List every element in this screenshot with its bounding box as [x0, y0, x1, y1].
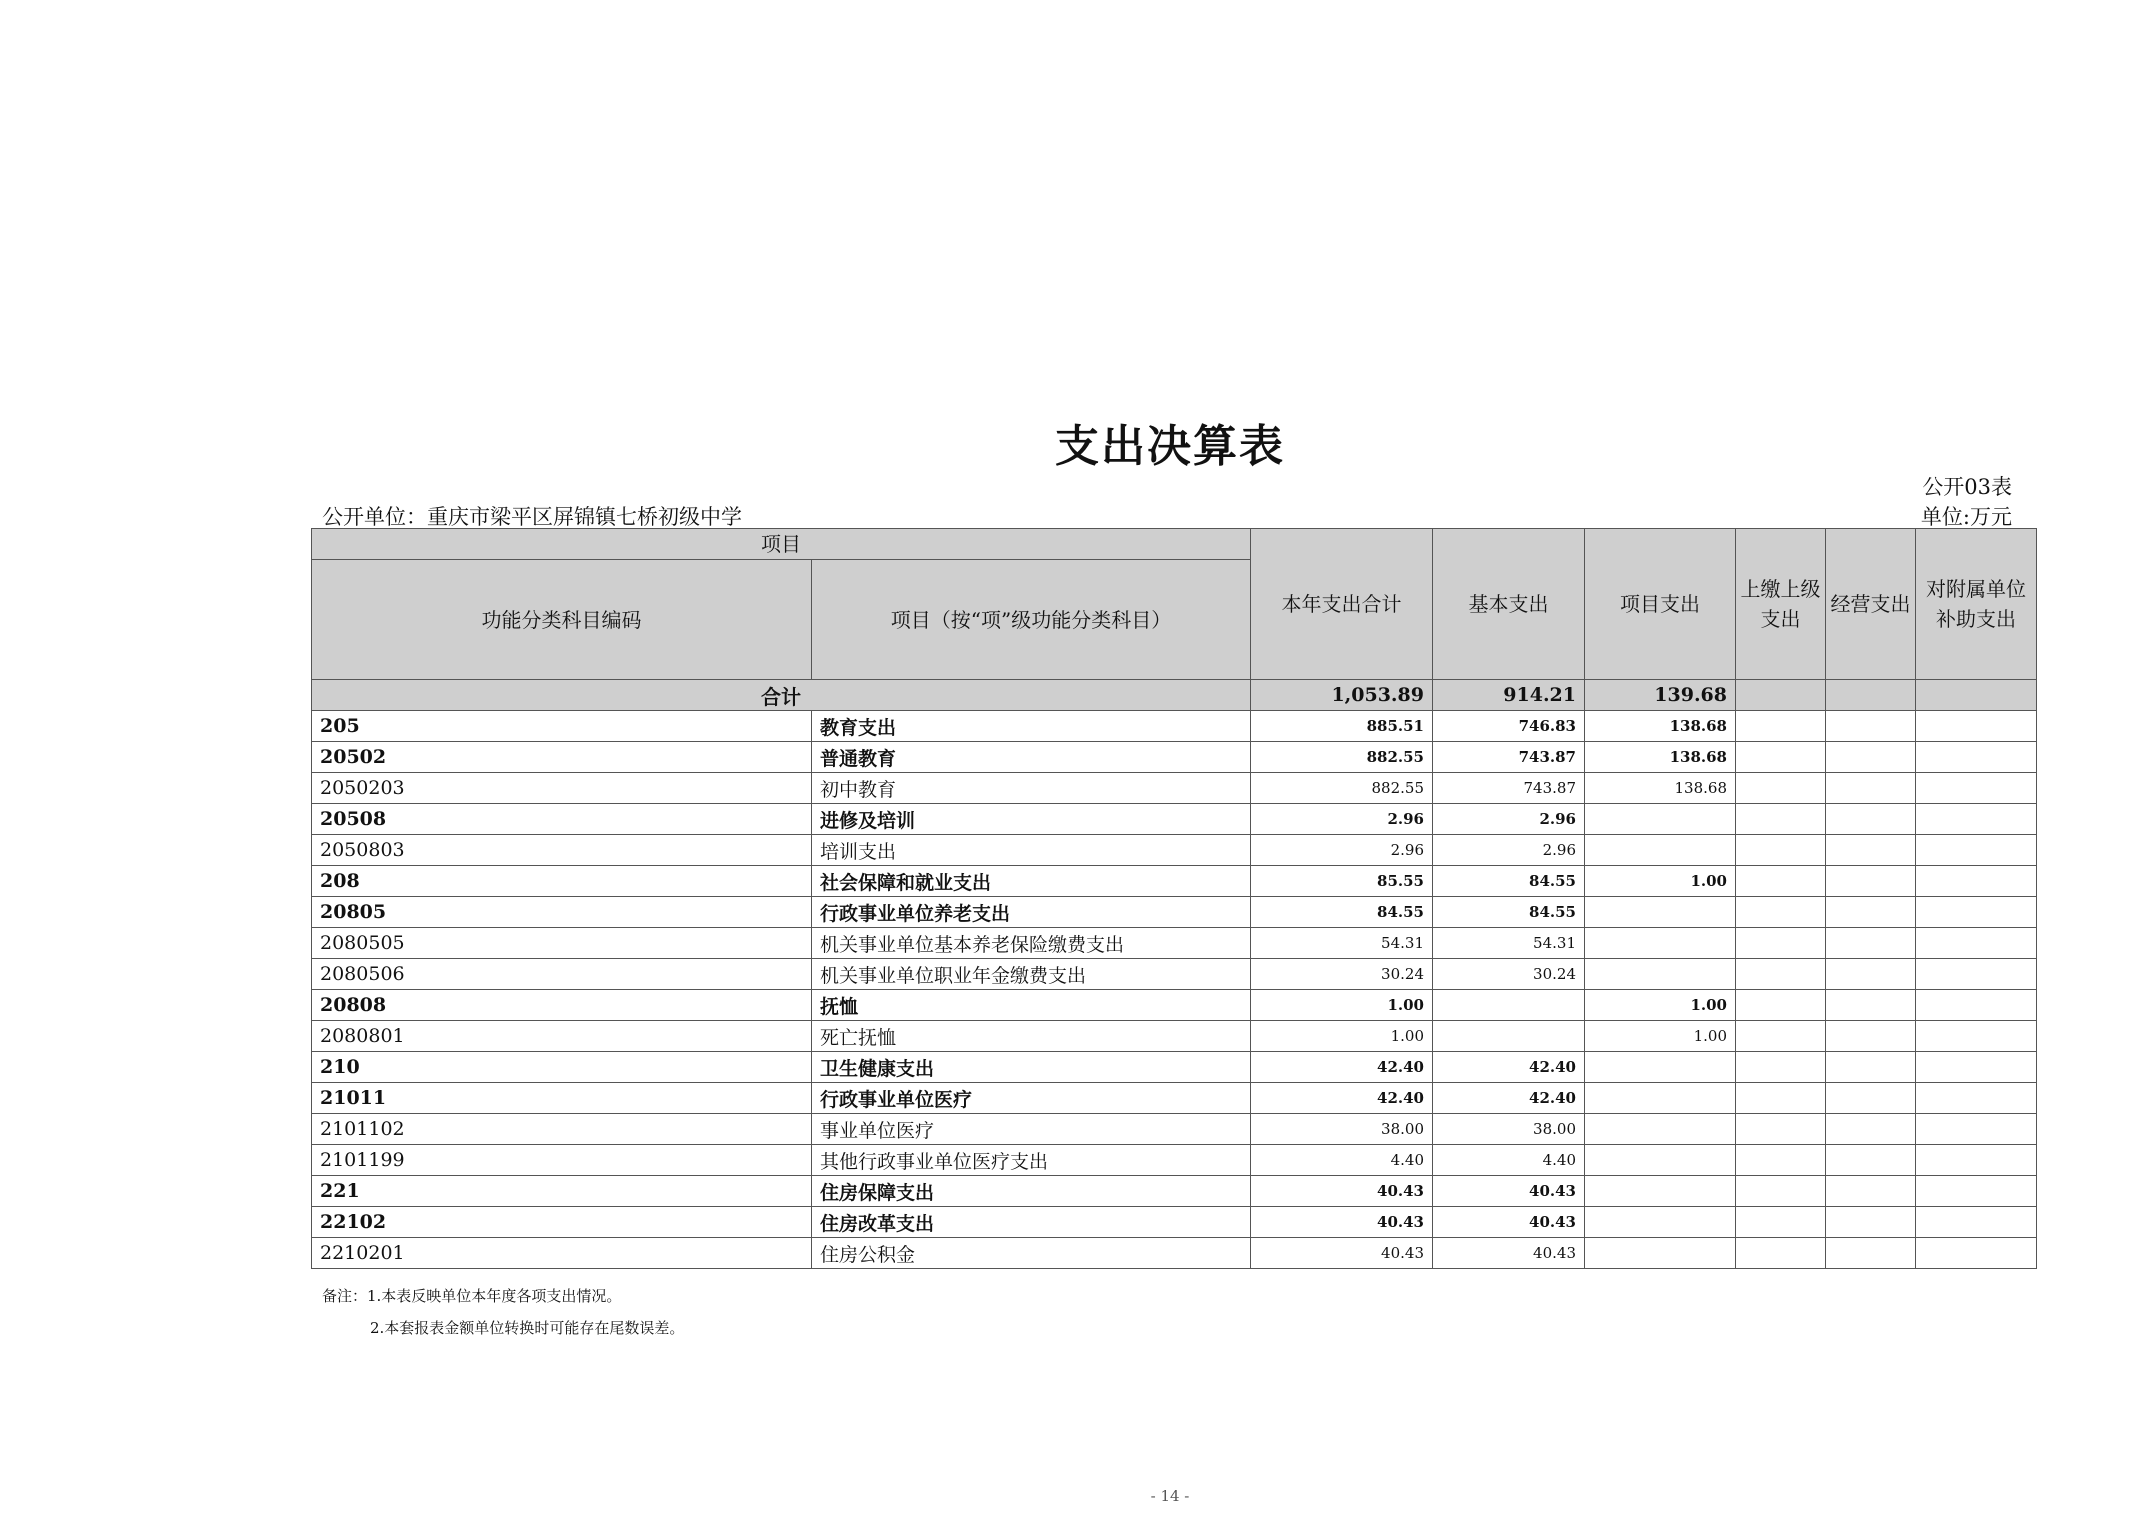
row-subsidy	[1916, 866, 2037, 897]
page-number: - 14 -	[1150, 1487, 1190, 1505]
row-business	[1826, 1238, 1916, 1269]
row-project	[1585, 959, 1736, 990]
row-upper	[1736, 773, 1826, 804]
row-subsidy	[1916, 773, 2037, 804]
row-total: 38.00	[1251, 1114, 1433, 1145]
row-total: 882.55	[1251, 742, 1433, 773]
row-subsidy	[1916, 742, 2037, 773]
row-code: 2101102	[312, 1114, 812, 1145]
row-business	[1826, 804, 1916, 835]
row-subsidy	[1916, 1176, 2037, 1207]
row-basic: 40.43	[1433, 1207, 1585, 1238]
row-name: 卫生健康支出	[812, 1052, 1251, 1083]
row-total: 1.00	[1251, 990, 1433, 1021]
row-code: 205	[312, 711, 812, 742]
row-code: 2101199	[312, 1145, 812, 1176]
summary-upper	[1736, 680, 1826, 711]
summary-basic: 914.21	[1433, 680, 1585, 711]
row-total: 4.40	[1251, 1145, 1433, 1176]
row-upper	[1736, 1238, 1826, 1269]
row-business	[1826, 959, 1916, 990]
summary-total: 1,053.89	[1251, 680, 1433, 711]
table-row	[312, 1207, 2037, 1238]
row-code: 2210201	[312, 1238, 812, 1269]
header-total: 本年支出合计	[1251, 529, 1433, 680]
table-row	[312, 742, 2037, 773]
row-project	[1585, 1052, 1736, 1083]
row-total: 42.40	[1251, 1052, 1433, 1083]
summary-row	[312, 680, 2037, 711]
row-business	[1826, 1207, 1916, 1238]
row-business	[1826, 711, 1916, 742]
row-business	[1826, 1176, 1916, 1207]
row-total: 40.43	[1251, 1176, 1433, 1207]
row-name: 住房公积金	[812, 1238, 1251, 1269]
row-basic: 2.96	[1433, 804, 1585, 835]
table-row	[312, 1083, 2037, 1114]
row-project: 1.00	[1585, 1021, 1736, 1052]
table-row	[312, 1238, 2037, 1269]
row-project	[1585, 1145, 1736, 1176]
row-project	[1585, 928, 1736, 959]
table-row	[312, 897, 2037, 928]
row-name: 抚恤	[812, 990, 1251, 1021]
notes	[322, 1280, 684, 1344]
row-basic	[1433, 1021, 1585, 1052]
table-row	[312, 804, 2037, 835]
row-project: 138.68	[1585, 742, 1736, 773]
row-project	[1585, 1114, 1736, 1145]
row-name: 事业单位医疗	[812, 1114, 1251, 1145]
table-row	[312, 711, 2037, 742]
table-row	[312, 990, 2037, 1021]
row-business	[1826, 1145, 1916, 1176]
row-upper	[1736, 897, 1826, 928]
header-project: 项目支出	[1585, 529, 1736, 680]
table-row	[312, 866, 2037, 897]
row-upper	[1736, 804, 1826, 835]
table-row	[312, 1114, 2037, 1145]
row-basic: 84.55	[1433, 897, 1585, 928]
row-code: 208	[312, 866, 812, 897]
row-basic: 743.87	[1433, 742, 1585, 773]
row-total: 1.00	[1251, 1021, 1433, 1052]
row-name: 住房保障支出	[812, 1176, 1251, 1207]
row-subsidy	[1916, 1114, 2037, 1145]
row-name: 行政事业单位养老支出	[812, 897, 1251, 928]
row-subsidy	[1916, 804, 2037, 835]
row-total: 84.55	[1251, 897, 1433, 928]
unit-label: 单位:万元	[1920, 505, 2012, 529]
row-name: 行政事业单位医疗	[812, 1083, 1251, 1114]
row-project	[1585, 1238, 1736, 1269]
row-name: 其他行政事业单位医疗支出	[812, 1145, 1251, 1176]
row-total: 85.55	[1251, 866, 1433, 897]
row-project	[1585, 1083, 1736, 1114]
row-name: 初中教育	[812, 773, 1251, 804]
table-row	[312, 928, 2037, 959]
row-project	[1585, 1207, 1736, 1238]
row-upper	[1736, 928, 1826, 959]
row-business	[1826, 1021, 1916, 1052]
header-basic: 基本支出	[1433, 529, 1585, 680]
row-total: 40.43	[1251, 1207, 1433, 1238]
row-project	[1585, 804, 1736, 835]
row-subsidy	[1916, 959, 2037, 990]
row-name: 死亡抚恤	[812, 1021, 1251, 1052]
row-subsidy	[1916, 990, 2037, 1021]
row-basic: 40.43	[1433, 1176, 1585, 1207]
row-subsidy	[1916, 835, 2037, 866]
row-subsidy	[1916, 1145, 2037, 1176]
row-name: 进修及培训	[812, 804, 1251, 835]
row-basic: 30.24	[1433, 959, 1585, 990]
row-upper	[1736, 835, 1826, 866]
header-code: 功能分类科目编码	[312, 560, 812, 680]
row-basic: 54.31	[1433, 928, 1585, 959]
row-upper	[1736, 1052, 1826, 1083]
row-code: 2080506	[312, 959, 812, 990]
row-code: 21011	[312, 1083, 812, 1114]
row-total: 54.31	[1251, 928, 1433, 959]
row-total: 42.40	[1251, 1083, 1433, 1114]
header-business: 经营支出	[1826, 529, 1916, 680]
page-title: 支出决算表	[1055, 421, 1285, 472]
row-total: 30.24	[1251, 959, 1433, 990]
row-name: 社会保障和就业支出	[812, 866, 1251, 897]
row-name: 机关事业单位基本养老保险缴费支出	[812, 928, 1251, 959]
row-project: 1.00	[1585, 866, 1736, 897]
header-name: 项目（按“项”级功能分类科目）	[812, 560, 1251, 680]
row-project: 138.68	[1585, 773, 1736, 804]
summary-project: 139.68	[1585, 680, 1736, 711]
row-upper	[1736, 742, 1826, 773]
row-code: 2050803	[312, 835, 812, 866]
row-code: 20502	[312, 742, 812, 773]
row-subsidy	[1916, 897, 2037, 928]
row-upper	[1736, 1114, 1826, 1145]
row-business	[1826, 866, 1916, 897]
table-row	[312, 1052, 2037, 1083]
row-upper	[1736, 1021, 1826, 1052]
row-subsidy	[1916, 1052, 2037, 1083]
row-basic: 746.83	[1433, 711, 1585, 742]
row-basic: 42.40	[1433, 1083, 1585, 1114]
row-business	[1826, 1083, 1916, 1114]
row-name: 普通教育	[812, 742, 1251, 773]
row-total: 40.43	[1251, 1238, 1433, 1269]
row-business	[1826, 928, 1916, 959]
row-basic: 40.43	[1433, 1238, 1585, 1269]
summary-business	[1826, 680, 1916, 711]
row-subsidy	[1916, 1083, 2037, 1114]
row-business	[1826, 897, 1916, 928]
row-code: 2050203	[312, 773, 812, 804]
table-row	[312, 835, 2037, 866]
row-name: 住房改革支出	[812, 1207, 1251, 1238]
row-subsidy	[1916, 1021, 2037, 1052]
row-upper	[1736, 711, 1826, 742]
row-basic	[1433, 990, 1585, 1021]
row-basic: 743.87	[1433, 773, 1585, 804]
row-upper	[1736, 1083, 1826, 1114]
row-code: 20805	[312, 897, 812, 928]
row-business	[1826, 742, 1916, 773]
summary-subsidy	[1916, 680, 2037, 711]
row-total: 2.96	[1251, 804, 1433, 835]
row-project: 138.68	[1585, 711, 1736, 742]
row-basic: 84.55	[1433, 866, 1585, 897]
row-subsidy	[1916, 711, 2037, 742]
row-business	[1826, 990, 1916, 1021]
expenditure-table	[311, 528, 2037, 1269]
row-name: 培训支出	[812, 835, 1251, 866]
table-row	[312, 773, 2037, 804]
row-code: 22102	[312, 1207, 812, 1238]
header-subsidy: 对附属单位补助支出	[1916, 529, 2037, 680]
row-project	[1585, 1176, 1736, 1207]
header-group: 项目	[312, 529, 1251, 560]
row-code: 20508	[312, 804, 812, 835]
row-code: 2080505	[312, 928, 812, 959]
note-1: 备注：1.本表反映单位本年度各项支出情况。	[322, 1287, 622, 1305]
row-total: 885.51	[1251, 711, 1433, 742]
row-code: 20808	[312, 990, 812, 1021]
table-row	[312, 1021, 2037, 1052]
row-basic: 4.40	[1433, 1145, 1585, 1176]
summary-label: 合计	[312, 680, 1251, 711]
row-basic: 38.00	[1433, 1114, 1585, 1145]
header-upper: 上缴上级支出	[1736, 529, 1826, 680]
row-business	[1826, 1114, 1916, 1145]
row-upper	[1736, 1176, 1826, 1207]
row-subsidy	[1916, 928, 2037, 959]
row-code: 221	[312, 1176, 812, 1207]
row-upper	[1736, 990, 1826, 1021]
row-upper	[1736, 959, 1826, 990]
table-row	[312, 1145, 2037, 1176]
row-business	[1826, 1052, 1916, 1083]
row-project	[1585, 835, 1736, 866]
row-name: 机关事业单位职业年金缴费支出	[812, 959, 1251, 990]
form-code: 公开03表	[1922, 475, 2012, 499]
row-upper	[1736, 866, 1826, 897]
row-name: 教育支出	[812, 711, 1251, 742]
row-project	[1585, 897, 1736, 928]
row-project: 1.00	[1585, 990, 1736, 1021]
org-label: 公开单位：重庆市梁平区屏锦镇七桥初级中学	[322, 505, 742, 529]
row-subsidy	[1916, 1207, 2037, 1238]
row-upper	[1736, 1207, 1826, 1238]
row-total: 2.96	[1251, 835, 1433, 866]
row-upper	[1736, 1145, 1826, 1176]
row-business	[1826, 773, 1916, 804]
row-code: 2080801	[312, 1021, 812, 1052]
table-row	[312, 959, 2037, 990]
row-total: 882.55	[1251, 773, 1433, 804]
row-code: 210	[312, 1052, 812, 1083]
row-subsidy	[1916, 1238, 2037, 1269]
row-basic: 2.96	[1433, 835, 1585, 866]
row-business	[1826, 835, 1916, 866]
table-row	[312, 1176, 2037, 1207]
note-2: 2.本套报表金额单位转换时可能存在尾数误差。	[370, 1319, 685, 1337]
row-basic: 42.40	[1433, 1052, 1585, 1083]
